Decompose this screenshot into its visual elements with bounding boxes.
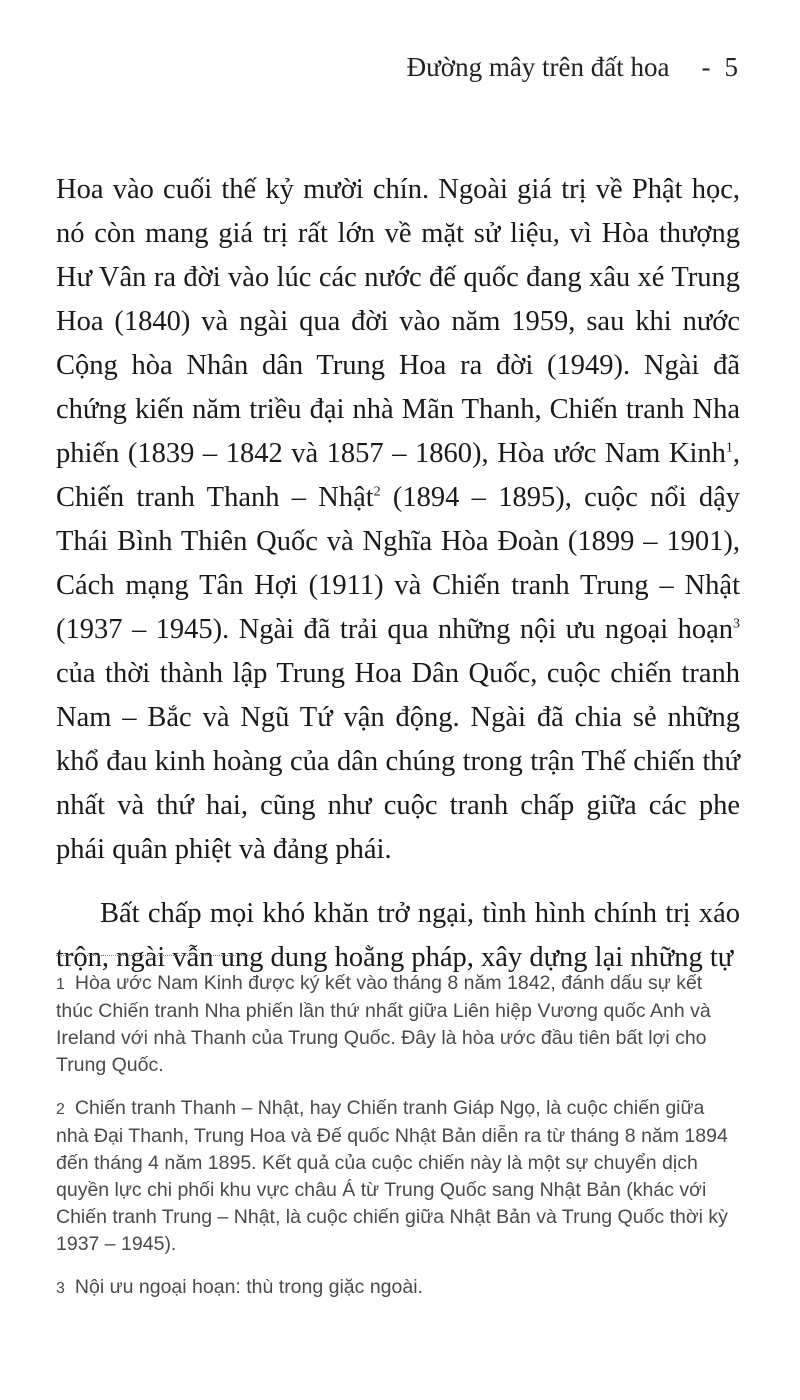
paragraph-1-part-b: , Chiến tranh Thanh – Nhật	[56, 438, 740, 513]
footnote-1-text: Hòa ước Nam Kinh được ký kết vào tháng 8 năm 1842, đánh dấu sự kết thúc Chiến tranh Nha phiến lần thứ nhất giữa Liên hiệp Vương quốc Anh và Ireland với nhà Thanh của Trung Quốc. Đây là hòa ước đầu tiên bất lợi cho Trung Quốc.	[56, 972, 711, 1076]
paragraph-1-part-a: Hoa vào cuối thế kỷ mười chín. Ngoài giá trị về Phật học, nó còn mang giá trị rất lớn về mặt sử liệu, vì Hòa thượng Hư Vân ra đời vào lúc các nước đế quốc đang xâu xé Trung Hoa (1840) và ngài qua đời vào năm 1959, sau khi nước Cộng hòa Nhân dân Trung Hoa ra đời (1949). Ngài đã chứng kiến năm triều đại nhà Mãn Thanh, Chiến tranh Nha phiến (1839 – 1842 và 1857 – 1860), Hòa ước Nam Kinh	[56, 174, 740, 469]
paragraph-1-part-c: (1894 – 1895), cuộc nổi dậy Thái Bình Thiên Quốc và Nghĩa Hòa Đoàn (1899 – 1901), Cách mạng Tân Hợi (1911) và Chiến tranh Trung – Nhật (1937 – 1945). Ngài đã trải qua những nội ưu ngoại hoạn	[56, 482, 740, 645]
footnote-3-text: Nội ưu ngoại hoạn: thù trong giặc ngoài.	[74, 1276, 423, 1298]
footnote-ref-2: 2	[373, 484, 381, 500]
footnote-2-number: 2	[56, 1101, 65, 1118]
paragraph-1	[56, 168, 740, 872]
footnote-divider	[56, 955, 254, 956]
footnote-ref-3: 3	[733, 616, 740, 632]
running-header	[407, 52, 738, 83]
footnote-3	[56, 1274, 740, 1302]
footnote-3-number: 3	[56, 1280, 65, 1297]
main-text	[56, 168, 740, 980]
footnote-2	[56, 1095, 740, 1258]
footnotes-section	[56, 970, 740, 1318]
header-title: Đường mây trên đất hoa	[406, 52, 670, 82]
paragraph-2: Bất chấp mọi khó khăn trở ngại, tình hình chính trị xáo trộn, ngài vẫn ung dung hoằng pháp, xây dựng lại những tự	[56, 898, 740, 973]
footnote-2-text: Chiến tranh Thanh – Nhật, hay Chiến tranh Giáp Ngọ, là cuộc chiến giữa nhà Đại Thanh, Trung Hoa và Đế quốc Nhật Bản diễn ra từ tháng 8 năm 1894 đến tháng 4 năm 1895. Kết quả của cuộc chiến này là một sự chuyển dịch quyền lực chi phối khu vực châu Á từ Trung Quốc sang Nhật Bản (khác với Chiến tranh Trung – Nhật, là cuộc chiến giữa Nhật Bản và Trung Quốc thời kỳ 1937 – 1945).	[56, 1097, 728, 1255]
footnote-1	[56, 970, 740, 1079]
paragraph-1-part-d: của thời thành lập Trung Hoa Dân Quốc, cuộc chiến tranh Nam – Bắc và Ngũ Tứ vận động. Ngài đã chia sẻ những khổ đau kinh hoàng của dân chúng trong trận Thế chiến thứ nhất và thứ hai, cũng như cuộc tranh chấp giữa các phe phái quân phiệt và đảng phái.	[56, 658, 740, 865]
header-separator: -	[701, 52, 711, 82]
footnote-1-number: 1	[56, 976, 65, 993]
page-number: 5	[724, 52, 738, 82]
footnote-ref-1: 1	[725, 440, 733, 456]
